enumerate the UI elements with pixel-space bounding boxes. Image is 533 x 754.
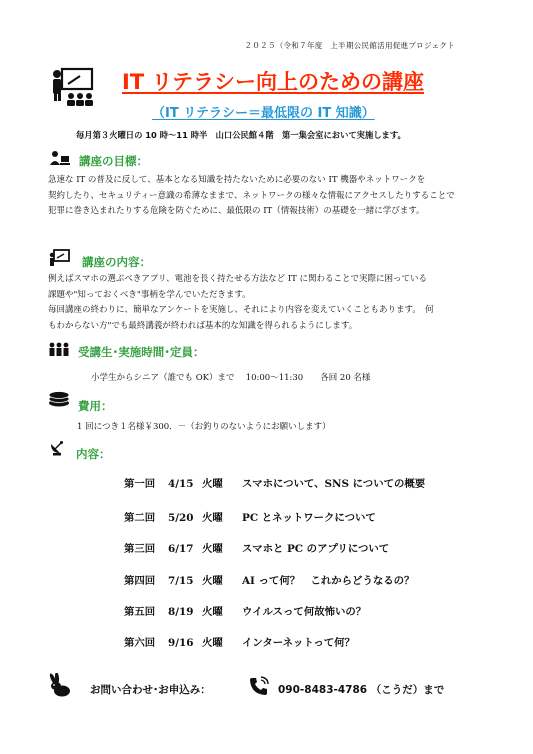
satellite-dish-icon xyxy=(49,440,65,456)
page-title: IT リテラシー向上のための講座 xyxy=(122,70,425,94)
lesson-date: 6/17 xyxy=(168,543,194,555)
lesson-number: 第一回 xyxy=(124,478,156,490)
lesson-number: 第二回 xyxy=(124,512,156,524)
goal-heading: 講座の目標： xyxy=(79,154,148,168)
lesson-date: 4/15 xyxy=(168,478,194,490)
fee-text: 1 回につき１名様￥300．－（お釣りのないようにお願いします） xyxy=(77,422,331,432)
coins-icon xyxy=(48,391,70,407)
lesson-topic: AI って何？ これからどうなるの？ xyxy=(242,575,415,587)
goal-line: 犯罪に巻き込まれたりする危険を防ぐために、最低限の IT（情報技術）の基礎を一緒に学びます。 xyxy=(48,206,425,216)
content-line: もわからない方"でも最終講義が終われば基本的な知識を得られるようにします。 xyxy=(48,320,358,331)
lesson-topic: PC とネットワークについて xyxy=(242,512,376,524)
lesson-number: 第六回 xyxy=(124,637,156,649)
lesson-number: 第四回 xyxy=(124,575,156,587)
schedule-note: 毎月第３火曜日の 10 時～11 時半 山口公民館４階 第一集会室において実施します。 xyxy=(76,130,406,140)
page-subtitle: （IT リテラシー＝最低限の IT 知識） xyxy=(152,106,375,121)
lesson-topic: インターネットって何？ xyxy=(242,637,355,649)
lesson-day: 火曜 xyxy=(202,606,223,618)
lesson-topic: スマホと PC のアプリについて xyxy=(242,543,390,555)
lesson-number: 第五回 xyxy=(124,606,156,618)
phone-icon xyxy=(248,675,270,697)
content-text xyxy=(48,272,488,334)
participants-heading: 受講生･実施時間･定員： xyxy=(78,345,205,359)
lesson-topic: ウイルスって何故怖いの？ xyxy=(242,606,367,618)
lesson-date: 9/16 xyxy=(168,637,194,649)
lesson-item xyxy=(124,475,425,490)
student-computer-icon xyxy=(50,150,70,166)
fee-heading: 費用： xyxy=(78,399,113,413)
rabbit-icon xyxy=(47,673,71,697)
lesson-day: 火曜 xyxy=(202,478,223,490)
lesson-item xyxy=(124,634,355,649)
contact-phone[interactable]: 090-8483-4786 （こうだ）まで xyxy=(278,684,445,696)
content-line: 例えばスマホの選ぶべきアプリ、電池を長く持たせる方法など IT に関わることで実際に困っている xyxy=(48,274,428,284)
group-people-icon xyxy=(48,342,70,356)
lesson-item xyxy=(124,540,389,555)
goal-line: 急速な IT の普及に反して、基本となる知識を持たないために必要のない IT 機器やネットワークを xyxy=(48,175,426,185)
lesson-topic: スマホについて、SNS についての概要 xyxy=(242,478,426,490)
lesson-date: 8/19 xyxy=(168,606,194,618)
contact-label: お問い合わせ･お申込み： xyxy=(90,684,211,696)
lesson-date: 7/15 xyxy=(168,575,194,587)
lesson-item xyxy=(124,572,414,587)
lesson-number: 第三回 xyxy=(124,543,156,555)
lesson-date: 5/20 xyxy=(168,512,194,524)
lesson-day: 火曜 xyxy=(202,512,223,524)
lesson-item xyxy=(124,603,366,618)
lesson-day: 火曜 xyxy=(202,575,223,587)
board-presentation-icon xyxy=(49,249,71,267)
goal-line: 契約したり、セキュリティー意識の希薄なままで、ネットワークの様々な情報にアクセスしたりすることで xyxy=(48,190,455,201)
teacher-presentation-icon xyxy=(50,66,96,108)
lesson-day: 火曜 xyxy=(202,637,223,649)
goal-text xyxy=(48,173,488,220)
lesson-day: 火曜 xyxy=(202,543,223,555)
content-line: 毎回講座の終わりに、簡単なアンケートを実施し、それにより内容を変えていくこともあります。 何 xyxy=(48,305,434,315)
header-note: ２０２５（令和７年度 上半期公民館活用促進プロジェクト xyxy=(244,41,455,50)
content-line: 課題や"知っておくべき"事柄を学んでいただきます。 xyxy=(48,289,251,300)
lessons-heading: 内容： xyxy=(76,447,111,461)
lesson-item xyxy=(124,509,376,524)
participants-text: 小学生からシニア（誰でも OK）まで 10:00～11:30 各回 20 名様 xyxy=(91,373,371,383)
content-heading: 講座の内容： xyxy=(82,255,151,269)
